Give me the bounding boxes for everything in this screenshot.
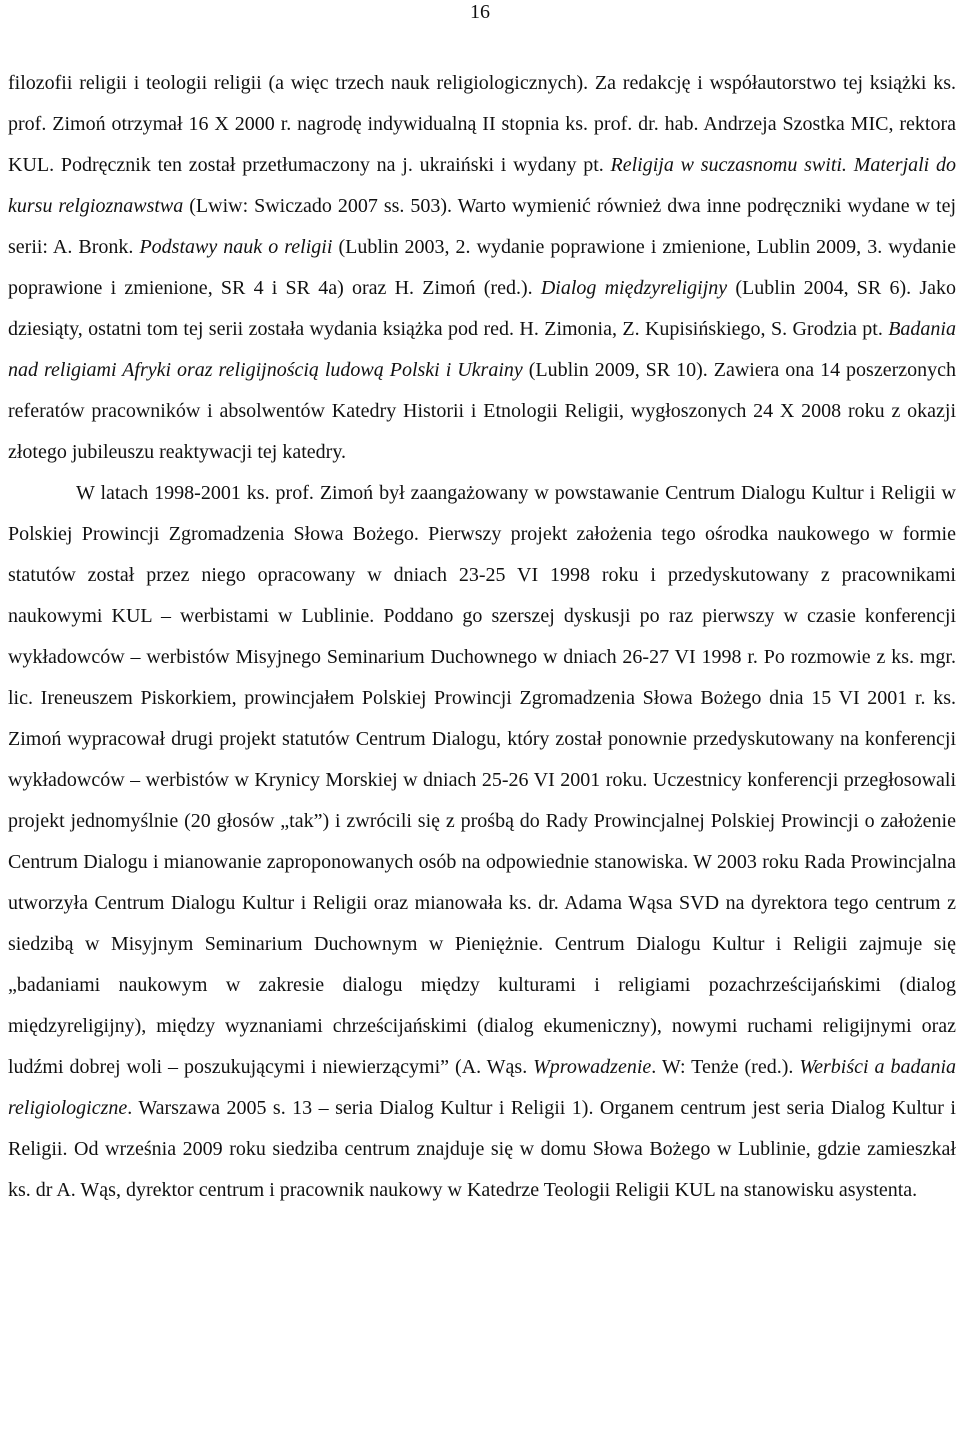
paragraph-1 xyxy=(8,63,956,473)
text-segment: . Warszawa 2005 s. 13 – seria Dialog Kultur i Religii 1). Organem centrum jest seria Dialog Kultur i Religii. Od września 2009 roku siedziba centrum znajduje się w domu Słowa Bożego w Lublinie, gdzie zamieszkał ks. dr A. Wąs, dyrektor centrum i pracownik naukowy w Katedrze Teologii Religii KUL na stanowisku asystenta. xyxy=(8,1097,956,1201)
text-segment: W latach 1998-2001 ks. prof. Zimoń był zaangażowany w powstawanie Centrum Dialogu Kultur i Religii w Polskiej Prowincji Zgromadzenia Słowa Bożego. Pierwszy projekt założenia tego ośrodka naukowego w formie statutów został przez niego opracowany w dniach 23-25 VI 1998 roku i przedyskutowany z pracownikami naukowymi KUL – werbistami w Lublinie. Poddano go szerszej dyskusji po raz pierwszy w czasie konferencji wykładowców – werbistów Misyjnego Seminarium Duchownego w dniach 26-27 VI 1998 r. Po rozmowie z ks. mgr. lic. Ireneuszem Piskorkiem, prowincjałem Polskiej Prowincji Zgromadzenia Słowa Bożego dnia 15 VI 2001 r. ks. Zimoń wypracował drugi projekt statutów Centrum Dialogu, który został ponownie przedyskutowany na konferencji wykładowców – werbistów w Krynicy Morskiej w dniach 25-26 VI 2001 roku. Uczestnicy konferencji przegłosowali projekt jednomyślnie (20 głosów „tak”) i zwrócili się z prośbą do Rady Prowincjalnej Polskiej Prowincji o założenie Centrum Dialogu i mianowanie zaproponowanych osób na odpowiednie stanowiska. W 2003 roku Rada Prowincjalna utworzyła Centrum Dialogu Kultur i Religii oraz mianowała ks. dr. Adama Wąsa SVD na dyrektora tego centrum z siedzibą w Misyjnym Seminarium Duchownym w Pieniężnie. Centrum Dialogu Kultur i Religii zajmuje się „badaniami naukowym w zakresie dialogu między kulturami i religiami pozachrześcijańskimi (dialog międzyreligijny), między wyznaniami chrześcijańskimi (dialog ekumeniczny), nowymi ruchami religijnymi oraz ludźmi dobrej woli – poszukującymi i niewierzącymi” (A. Wąs. xyxy=(8,482,956,1078)
page-number: 16 xyxy=(470,1,490,23)
book-title: Badania nad religiami Afryki oraz religijnością ludową Polski i Ukrainy xyxy=(8,318,956,381)
body-text xyxy=(8,63,956,1211)
text-segment: filozofii religii i teologii religii (a więc trzech nauk religiologicznych). Za redakcję i współautorstwo tej książki ks. prof. Zimoń otrzymał 16 X 2000 r. nagrodę indywidualną II stopnia ks. prof. dr. hab. Andrzeja Szostka MIC, rektora KUL. Podręcznik ten został przetłumaczony na j. ukraiński i wydany pt. xyxy=(8,72,956,176)
book-title: Wprowadzenie xyxy=(533,1056,652,1078)
text-segment: (Lublin 2003, 2. wydanie poprawione i zmienione, Lublin 2009, 3. wydanie poprawione i zmienione, SR 4 i SR 4a) oraz H. Zimoń (red.). xyxy=(8,236,956,299)
book-title: Podstawy nauk o religii xyxy=(139,236,333,258)
text-segment: (Lublin 2004, SR 6). Jako dziesiąty, ostatni tom tej serii została wydania książka pod red. H. Zimonia, Z. Kupisińskiego, S. Grodzia pt. xyxy=(8,277,956,340)
paragraph-2 xyxy=(8,473,956,1211)
book-title: Religija w suczasnomu switi. Materjali do kursu relgioznawstwa xyxy=(8,154,956,217)
book-title: Werbiści a badania religiologiczne xyxy=(8,1056,956,1119)
text-segment: (Lwiw: Swiczado 2007 ss. 503). Warto wymienić również dwa inne podręczniki wydane w tej serii: A. Bronk. xyxy=(8,195,956,258)
text-segment: . W: Tenże (red.). xyxy=(651,1056,800,1078)
text-segment: (Lublin 2009, SR 10). Zawiera ona 14 poszerzonych referatów pracowników i absolwentów Katedry Historii i Etnologii Religii, wygłoszonych 24 X 2008 roku z okazji złotego jubileuszu reaktywacji tej katedry. xyxy=(8,359,956,463)
book-title: Dialog międzyreligijny xyxy=(540,277,728,299)
